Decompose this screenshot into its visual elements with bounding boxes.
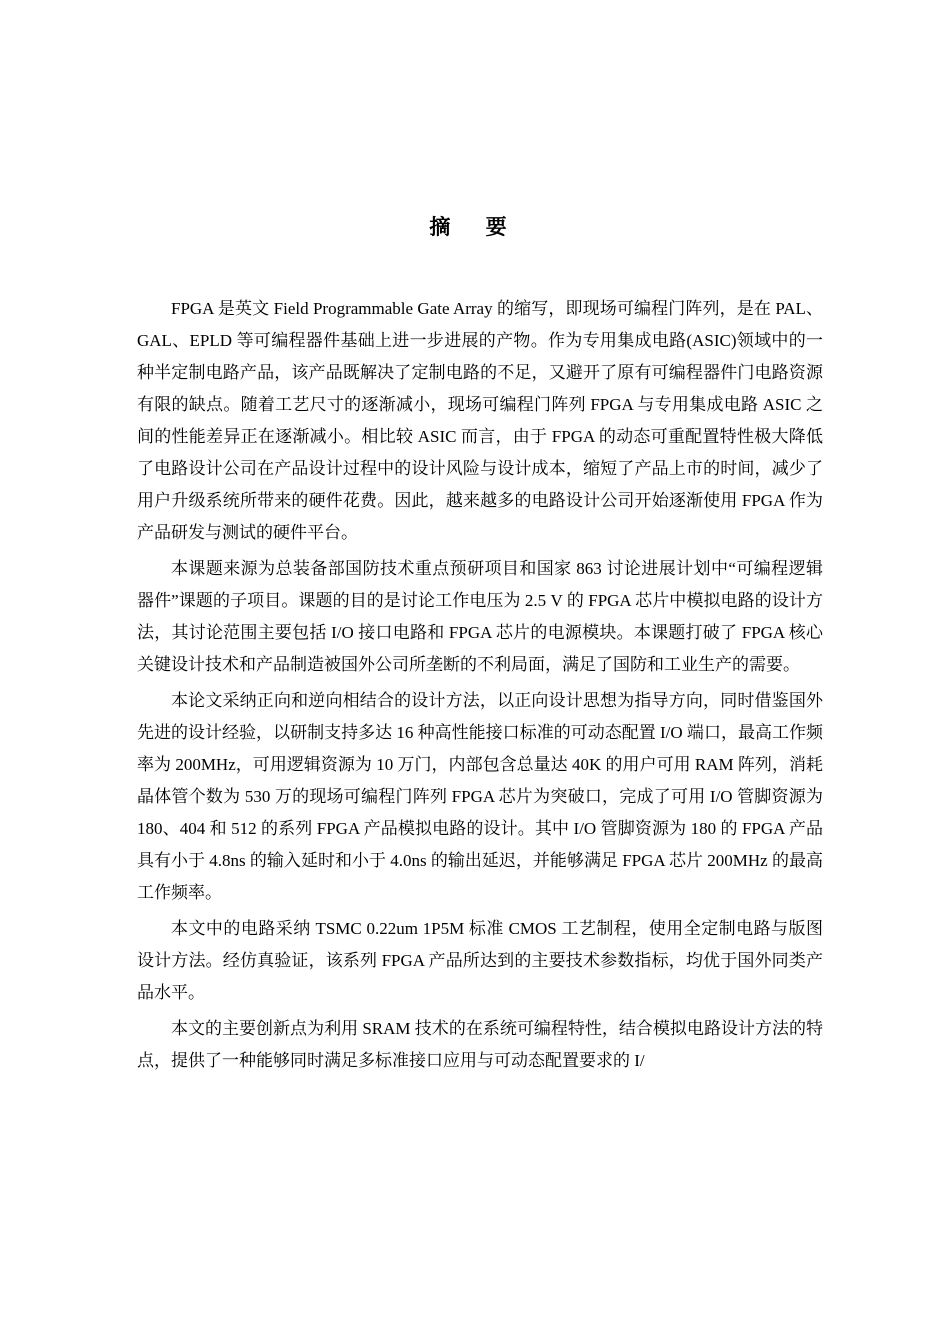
paragraph-5: 本文的主要创新点为利用 SRAM 技术的在系统可编程特性，结合模拟电路设计方法的特点，提供了一种能够同时满足多标准接口应用与可动态配置要求的 I/ <box>137 1019 823 1070</box>
paragraph-2: 本课题来源为总装备部国防技术重点预研项目和国家 863 讨论进展计划中“可编程逻辑器件”课题的子项目。课题的目的是讨论工作电压为 2.5 V 的 FPGA 芯片中模拟电路的设计方法，其讨论范围主要包括 I/O 接口电路和 FPGA 芯片的电源模块。本课题打破了 FPGA 核心关键设计技术和产品制造被国外公司所垄断的不利局面，满足了国防和工业生产的需要。 <box>137 559 823 674</box>
paragraph-3: 本论文采纳正向和逆向相结合的设计方法，以正向设计思想为指导方向，同时借鉴国外先进的设计经验，以研制支持多达 16 种高性能接口标准的可动态配置 I/O 端口，最高工作频率为 200MHz，可用逻辑资源为 10 万门，内部包含总量达 40K 的用户可用 RAM 阵列，消耗晶体管个数为 530 万的现场可编程门阵列 FPGA 芯片为突破口，完成了可用 I/O 管脚资源为 180、404 和 512 的系列 FPGA 产品模拟电路的设计。其中 I/O 管脚资源为 180 的 FPGA 产品具有小于 4.8ns 的输入延时和小于 4.0ns 的输出延迟，并能够满足 FPGA 芯片 200MHz 的最高工作频率。 <box>137 691 823 902</box>
page-title: 摘 要 <box>429 215 521 239</box>
abstract-body <box>137 293 823 1081</box>
paragraph-4: 本文中的电路采纳 TSMC 0.22um 1P5M 标准 CMOS 工艺制程，使用全定制电路与版图设计方法。经仿真验证，该系列 FPGA 产品所达到的主要技术参数指标，均优于国外同类产品水平。 <box>137 919 823 1002</box>
paragraph-1: FPGA 是英文 Field Programmable Gate Array 的缩写，即现场可编程门阵列，是在 PAL、GAL、EPLD 等可编程器件基础上进一步进展的产物。作为专用集成电路(ASIC)领域中的一种半定制电路产品，该产品既解决了定制电路的不足，又避开了原有可编程器件门电路资源有限的缺点。随着工艺尺寸的逐渐减小，现场可编程门阵列 FPGA 与专用集成电路 ASIC 之间的性能差异正在逐渐减小。相比较 ASIC 而言，由于 FPGA 的动态可重配置特性极大降低了电路设计公司在产品设计过程中的设计风险与设计成本，缩短了产品上市的时间，减少了用户升级系统所带来的硬件花费。因此，越来越多的电路设计公司开始逐渐使用 FPGA 作为产品研发与测试的硬件平台。 <box>137 299 823 542</box>
